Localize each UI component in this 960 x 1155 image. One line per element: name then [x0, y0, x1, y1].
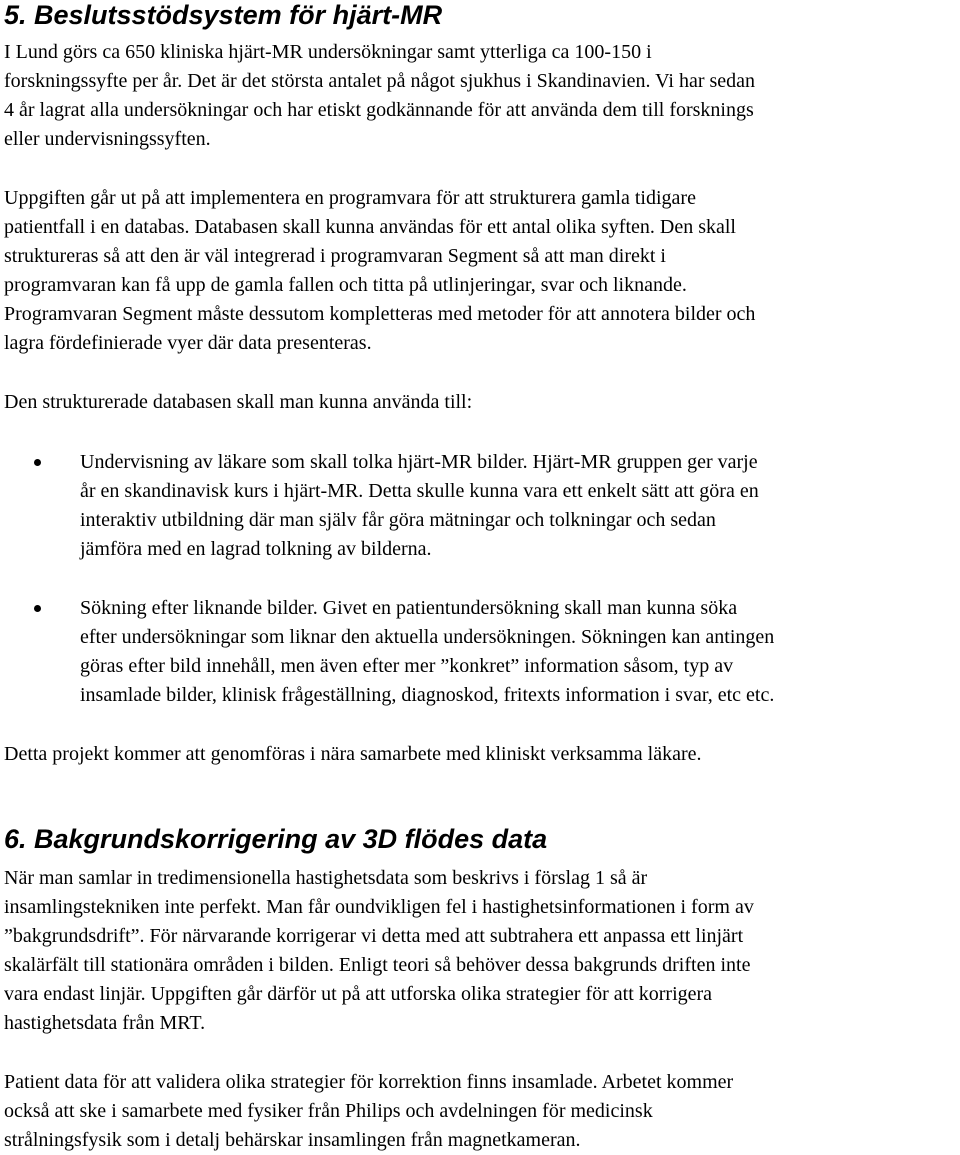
text-line: Uppgiften går ut på att implementera en programvara för att strukturera gamla tidigare — [4, 187, 696, 209]
text-line: Undervisning av läkare som skall tolka hjärt-MR bilder. Hjärt-MR gruppen ger varje — [80, 451, 758, 473]
bullet-item-teaching — [4, 448, 759, 564]
bullet-icon — [34, 459, 41, 466]
text-line: Programvaran Segment måste dessutom kompletteras med metoder för att annotera bilder och — [4, 303, 756, 325]
bullet-list — [4, 594, 774, 710]
bullet-item-search — [4, 594, 774, 710]
text-line: ”bakgrundsdrift”. För närvarande korrigerar vi detta med att subtrahera ett anpassa ett linjärt — [4, 925, 744, 947]
bullet-list — [4, 448, 759, 564]
text-line: vara endast linjär. Uppgiften går därför ut på att utforska olika strategier för att korrigera — [4, 983, 713, 1005]
text-line: I Lund görs ca 650 kliniska hjärt-MR undersökningar samt ytterliga ca 100-150 i — [4, 41, 652, 63]
section-5-paragraph-4: Detta projekt kommer att genomföras i nära samarbete med kliniskt verksamma läkare. — [4, 743, 702, 765]
text-line: efter undersökningar som liknar den aktuella undersökningen. Sökningen kan antingen — [80, 626, 775, 648]
text-line: jämföra med en lagrad tolkning av bilderna. — [80, 538, 432, 560]
text-line: 4 år lagrat alla undersökningar och har etiskt godkännande för att använda dem till forsknings — [4, 99, 754, 121]
text-line: forskningssyfte per år. Det är det största antalet på något sjukhus i Skandinavien. Vi har sedan — [4, 70, 756, 92]
text-line: skalärfält till stationära områden i bilden. Enligt teori så behöver dessa bakgrunds driften inte — [4, 954, 751, 976]
text-line: programvaran kan få upp de gamla fallen och titta på utlinjeringar, svar och liknande. — [4, 274, 687, 296]
bullet-icon — [34, 605, 41, 612]
text-line: strålningsfysik som i detalj behärskar insamlingen från magnetkameran. — [4, 1129, 581, 1151]
text-line: lagra fördefinierade vyer där data presenteras. — [4, 332, 372, 354]
text-line: Patient data för att validera olika strategier för korrektion finns insamlade. Arbetet kommer — [4, 1071, 734, 1093]
bullet-text — [80, 594, 774, 710]
text-line: patientfall i en databas. Databasen skall kunna användas för ett antal olika syften. Den skall — [4, 216, 736, 238]
text-line: också att ske i samarbete med fysiker från Philips och avdelningen för medicinsk — [4, 1100, 653, 1122]
text-line: göras efter bild innehåll, men även efter mer ”konkret” information såsom, typ av — [80, 655, 734, 677]
section-5-heading: 5. Beslutsstödsystem för hjärt-MR — [4, 0, 443, 30]
text-line: år en skandinavisk kurs i hjärt-MR. Detta skulle kunna vara ett enkelt sätt att göra en — [80, 480, 759, 502]
text-line: struktureras så att den är väl integrerad i programvaran Segment så att man direkt i — [4, 245, 666, 267]
text-line: När man samlar in tredimensionella hastighetsdata som beskrivs i förslag 1 så är — [4, 867, 648, 889]
bullet-text — [80, 448, 759, 564]
text-line: eller undervisningssyften. — [4, 128, 211, 150]
text-line: hastighetsdata från MRT. — [4, 1012, 206, 1034]
section-6-heading: 6. Bakgrundskorrigering av 3D flödes data — [4, 824, 548, 854]
text-line: Sökning efter liknande bilder. Givet en patientundersökning skall man kunna söka — [80, 597, 738, 619]
section-6-paragraph-2 — [4, 1068, 733, 1155]
section-5-paragraph-1 — [4, 38, 755, 154]
text-line: insamlingstekniken inte perfekt. Man får oundvikligen fel i hastighetsinformationen i form av — [4, 896, 754, 918]
section-5-paragraph-3: Den strukturerade databasen skall man kunna använda till: — [4, 391, 473, 413]
text-line: interaktiv utbildning där man själv får göra mätningar och tolkningar och sedan — [80, 509, 716, 531]
section-5-paragraph-2 — [4, 184, 755, 358]
section-6-paragraph-1 — [4, 864, 754, 1038]
text-line: insamlade bilder, klinisk frågeställning, diagnoskod, fritexts information i svar, etc etc. — [80, 684, 775, 706]
